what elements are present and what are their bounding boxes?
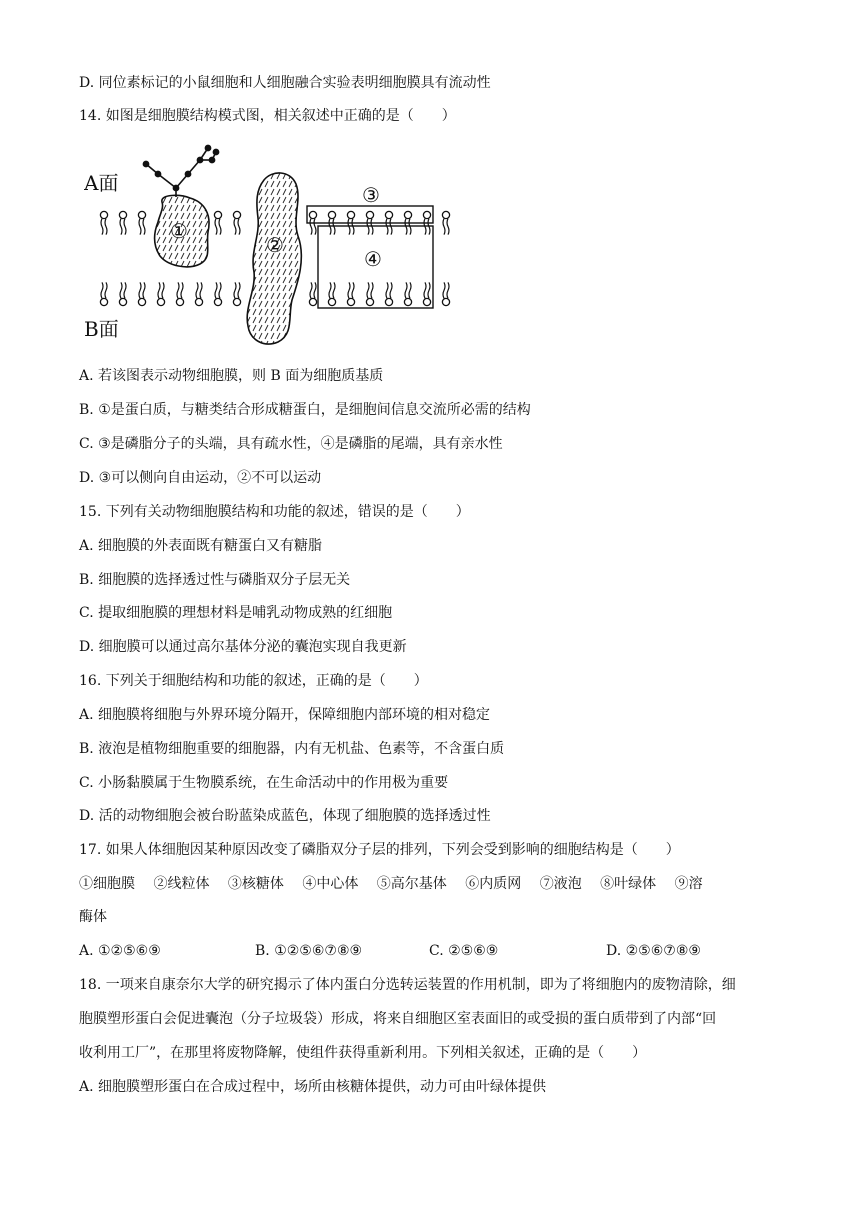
q17-structure-list-cont: 酶体 [79,909,107,925]
q18-stem-line-3: 收利用工厂”，在那里将废物降解，使组件获得重新利用。下列相关叙述，正确的是（ ） [79,1045,647,1061]
q15-option-b: B. 细胞膜的选择透过性与磷脂双分子层无关 [79,572,351,588]
q17-stem: 17. 如果人体细胞因某种原因改变了磷脂双分子层的排列，下列会受到影响的细胞结构是（ ） [79,842,680,858]
q16-option-a: A. 细胞膜将细胞与外界环境分隔开，保障细胞内部环境的相对稳定 [79,707,491,723]
q13-option-d: D. 同位素标记的小鼠细胞和人细胞融合实验表明细胞膜具有流动性 [79,75,491,91]
q18-stem-line-2: 胞膜塑形蛋白会促进囊泡（分子垃圾袋）形成，将来自细胞区室表面旧的或受损的蛋白质带到了内部“回 [79,1011,717,1027]
q14-option-a: A. 若该图表示动物细胞膜，则 B 面为细胞质基质 [79,368,384,384]
q14-option-c: C. ③是磷脂分子的头端，具有疏水性，④是磷脂的尾端，具有亲水性 [79,436,503,452]
label-2: ② [266,233,284,257]
q17-option-a: A. ①②⑤⑥⑨ [79,943,161,959]
q16-option-c: C. 小肠黏膜属于生物膜系统，在生命活动中的作用极为重要 [79,775,449,791]
q14-stem: 14. 如图是细胞膜结构模式图，相关叙述中正确的是（ ） [79,108,456,124]
q15-option-a: A. 细胞膜的外表面既有糖蛋白又有糖脂 [79,538,323,554]
sugar-chain [143,145,218,197]
q17-structure-list: ①细胞膜 ②线粒体 ③核糖体 ④中心体 ⑤高尔基体 ⑥内质网 ⑦液泡 ⑧叶绿体 ⑨溶 [79,876,703,892]
label-4: ④ [364,247,382,271]
q18-option-a: A. 细胞膜塑形蛋白在合成过程中，场所由核糖体提供，动力可由叶绿体提供 [79,1079,547,1095]
q14-option-d: D. ③可以侧向自由运动，②不可以运动 [79,470,322,486]
q15-option-c: C. 提取细胞膜的理想材料是哺乳动物成熟的红细胞 [79,605,393,621]
q16-stem: 16. 下列关于细胞结构和功能的叙述，正确的是（ ） [79,673,428,689]
q15-stem: 15. 下列有关动物细胞膜结构和功能的叙述，错误的是（ ） [79,504,470,520]
membrane-structure-figure [84,140,464,350]
label-3: ③ [362,183,380,207]
side-a-label: A面 [84,171,119,195]
q16-option-b: B. 液泡是植物细胞重要的细胞器，内有无机盐、色素等，不含蛋白质 [79,741,505,757]
q18-stem-line-1: 18. 一项来自康奈尔大学的研究揭示了体内蛋白分选转运装置的作用机制，即为了将细胞内的废物清除，细 [79,977,736,993]
protein-2 [247,173,301,344]
q17-option-b: B. ①②⑤⑥⑦⑧⑨ [255,943,363,959]
q14-option-b: B. ①是蛋白质，与糖类结合形成糖蛋白，是细胞间信息交流所必需的结构 [79,402,531,418]
q17-option-c: C. ②⑤⑥⑨ [429,943,499,959]
side-b-label: B面 [84,317,119,341]
q15-option-d: D. 细胞膜可以通过高尔基体分泌的囊泡实现自我更新 [79,639,407,655]
label-1: ① [170,219,188,243]
q17-option-d: D. ②⑤⑥⑦⑧⑨ [606,943,701,959]
q16-option-d: D. 活的动物细胞会被台盼蓝染成蓝色，体现了细胞膜的选择透过性 [79,808,491,824]
